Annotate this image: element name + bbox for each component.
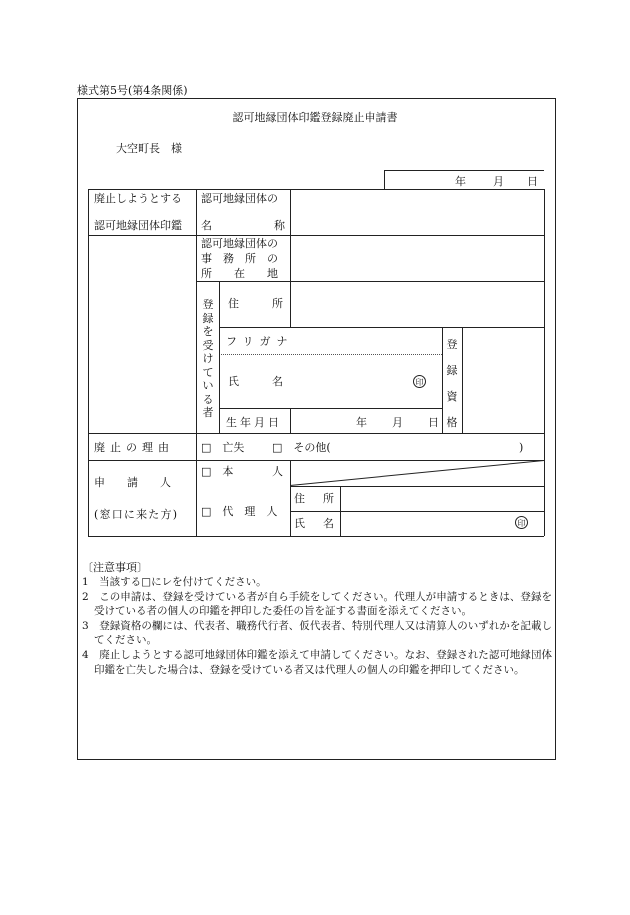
- applicant-label: 申 請 人: [94, 476, 171, 489]
- group-name-label-line1: 認可地縁団体の: [201, 192, 278, 205]
- furigana-label: フリガナ: [226, 335, 294, 348]
- birthdate-label: 生年月日: [226, 416, 282, 429]
- form-number: 様式第5号(第4条関係): [77, 84, 188, 97]
- date-day: 日: [527, 175, 538, 188]
- registrant-address-field[interactable]: [291, 282, 543, 326]
- registrant-address-label-b: 所: [272, 297, 283, 310]
- office-address-field[interactable]: [291, 236, 543, 280]
- registrant-vertical-label: 登録を受けている者: [202, 298, 214, 419]
- note-item: 4 廃止しようとする認可地縁団体印鑑を添えて申請してください。なお、登録された認可地縁団体印鑑を亡失した場合は、登録を受けている者又は代理人の個人の印鑑を押印してください。: [82, 648, 552, 676]
- reason-label: 廃止の理由: [94, 441, 174, 454]
- agent-seal-mark: 印: [515, 516, 528, 529]
- office-label-line3: 所 在 地: [201, 267, 278, 280]
- qualification-label: 登録資格: [446, 338, 458, 429]
- registrant-seal-mark: 印: [413, 375, 426, 388]
- registrant-name-label-b: 名: [272, 375, 283, 388]
- date-month: 月: [493, 175, 504, 188]
- agent-address-field[interactable]: [341, 487, 543, 510]
- reason-other-checkbox[interactable]: □ その他(: [272, 441, 331, 454]
- registrant-name-field[interactable]: [291, 355, 411, 407]
- furigana-field[interactable]: [291, 328, 441, 353]
- seal-label-line1: 廃止しようとする: [94, 192, 182, 205]
- group-name-label-a: 名: [201, 219, 212, 232]
- reason-other-close: ): [519, 441, 524, 454]
- applicant-self-checkbox[interactable]: □ 本: [201, 465, 234, 478]
- registrant-address-label-a: 住: [228, 297, 239, 310]
- form-title: 認可地縁団体印鑑登録廃止申請書: [232, 111, 398, 124]
- applicant-agent-checkbox[interactable]: □ 代 理 人: [201, 505, 278, 518]
- diagonal-strike: [290, 460, 544, 486]
- note-item: 2 この申請は、登録を受けている者が自ら手続をしてください。代理人が申請するときは、登録を受けている者の個人の印鑑を押印した委任の旨を証する書面を添えてください。: [82, 590, 552, 618]
- agent-address-label-a: 住: [294, 492, 305, 505]
- group-name-field[interactable]: [291, 190, 543, 234]
- birth-year: 年: [356, 416, 367, 429]
- note-item: 1 当該する□にレを付けてください。: [82, 576, 267, 588]
- reason-lost-checkbox[interactable]: □ 亡失: [201, 441, 245, 454]
- applicant-sublabel: (窓口に来た方): [94, 508, 179, 521]
- addressee: 大空町長 様: [116, 142, 182, 155]
- note-item: 3 登録資格の欄には、代表者、職務代行者、仮代表者、特別代理人又は清算人のいずれかを記載してください。: [82, 619, 552, 647]
- seal-label-line2: 認可地縁団体印鑑: [94, 219, 182, 232]
- birth-day: 日: [428, 416, 439, 429]
- registrant-name-label-a: 氏: [228, 375, 239, 388]
- agent-name-field[interactable]: [341, 512, 511, 535]
- agent-name-label-b: 名: [323, 517, 334, 530]
- notes-list: [82, 575, 552, 677]
- agent-address-label-b: 所: [323, 492, 334, 505]
- birth-month: 月: [392, 416, 403, 429]
- office-label-line2: 事 務 所 の: [201, 252, 278, 265]
- notes-heading: 〔注意事項〕: [82, 561, 148, 574]
- group-name-label-b: 称: [274, 219, 285, 232]
- qualification-field[interactable]: [463, 328, 543, 432]
- applicant-self-label-b: 人: [272, 465, 283, 478]
- date-year: 年: [455, 175, 466, 188]
- agent-name-label-a: 氏: [294, 517, 305, 530]
- office-label-line1: 認可地縁団体の: [201, 237, 278, 250]
